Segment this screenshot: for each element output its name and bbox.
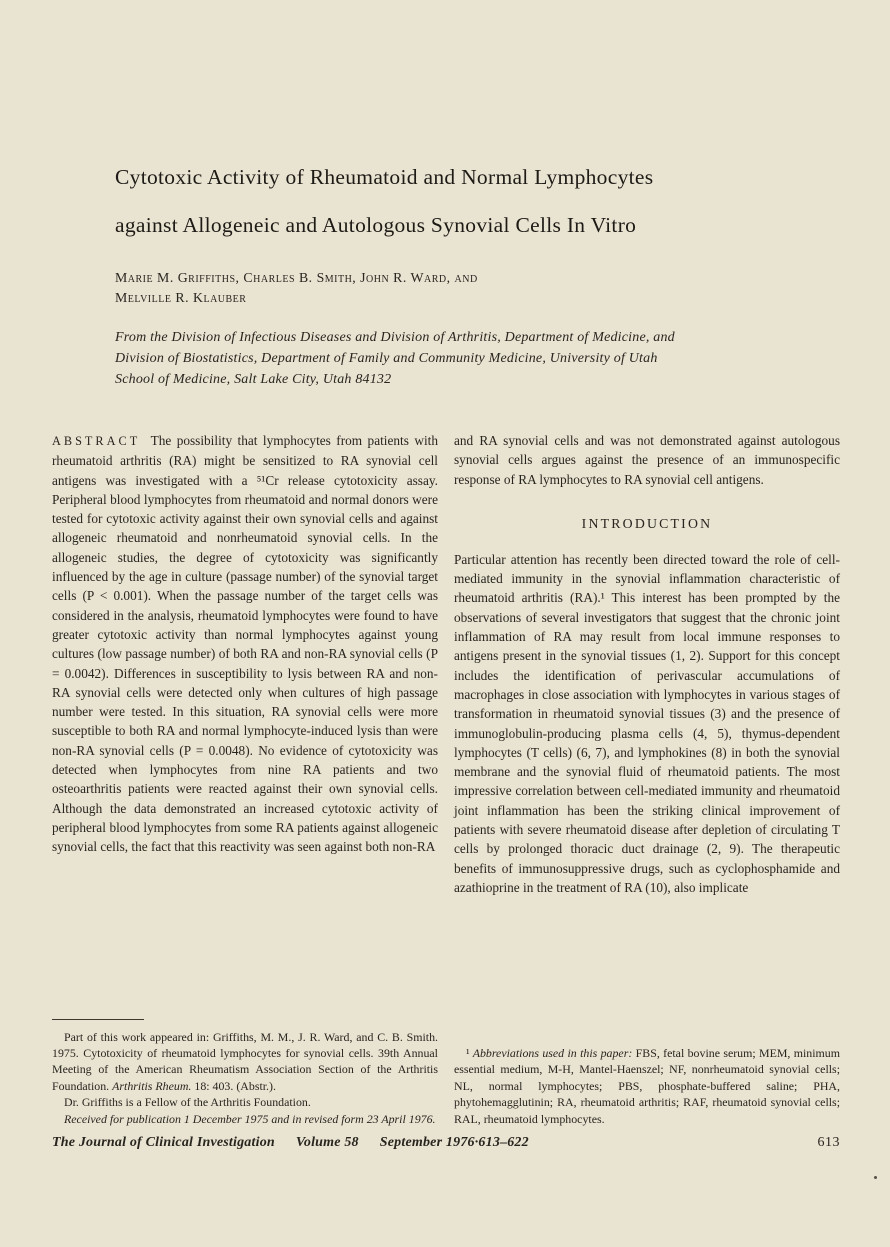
abbreviations-footnote-block	[454, 1045, 840, 1127]
author-list	[115, 268, 787, 308]
affiliation: From the Division of Infectious Diseases and Division of Arthritis, Department of Medicine, and Division of Biostatistics, Department of Family and Community Medicine, University of Utah School of Medicine, Salt Lake City, Utah 84132	[115, 330, 675, 387]
authors-line2: Melville R. Klauber	[115, 290, 247, 305]
article-title-line1: Cytotoxic Activity of Rheumatoid and Normal Lymphocytes	[115, 165, 654, 189]
authors-line1: Marie M. Griffiths, Charles B. Smith, John R. Ward, and	[115, 270, 478, 285]
introduction-heading: INTRODUCTION	[581, 515, 713, 531]
footnote-citation-tail: 18: 403. (Abstr.).	[191, 1078, 276, 1093]
abbreviations-footnote	[454, 1045, 840, 1127]
article-title-line2: against Allogeneic and Autologous Synovial Cells In Vitro	[115, 213, 637, 237]
abstract-paragraph	[52, 431, 438, 857]
footnote-journal-ref: Arthritis Rheum.	[112, 1078, 192, 1093]
right-column	[454, 431, 840, 1127]
footnote-separator	[52, 1019, 144, 1020]
footnote-prior-publication-text: Part of this work appeared in: Griffiths, M. M., J. R. Ward, and C. B. Smith. 1975. Cytotoxicity of rheumatoid lymphocytes for synovial cells. 39th Annual Meeting of the American Rheumatism Association Section of the Arthritis Foundation.	[52, 1029, 438, 1093]
abbreviations-lead-in: Abbreviations used in this paper:	[469, 1045, 636, 1060]
abbreviations-list: FBS, fetal bovine serum; MEM, minimum essential medium, M-H, Mantel-Haenszel; NF, nonrheumatoid synovial cells; NL, normal lymphocytes; PBS, phosphate-buffered saline; PHA, phytohemagglutinin; RA, rheumatoid arthritis; RAF, rheumatoid synovial cells; RAL, rheumatoid lymphocytes.	[454, 1045, 840, 1126]
footnote-prior-publication	[52, 1029, 438, 1095]
article-header	[115, 166, 787, 390]
page-number: 613	[817, 1135, 840, 1150]
two-column-body	[52, 431, 840, 1127]
abstract-text: The possibility that lymphocytes from patients with rheumatoid arthritis (RA) might be sensitized to RA synovial cell antigens was investigated with a ⁵¹Cr release cytotoxicity assay. Peripheral blood lymphocytes from rheumatoid and normal donors were tested for cytotoxic activity against their own synovial cells and against allogeneic rheumatoid and nonrheumatoid synovial cells. In the allogeneic studies, the degree of cytotoxicity was significantly influenced by the age in culture (passage number) of the synovial target cells (P < 0.001). When the passage number of the target cells was considered in the analysis, rheumatoid lymphocytes were found to have greater cytotoxic activity than normal lymphocytes against young cultures (low passage number) of both RA and non-RA synovial cells (P = 0.0042). Differences in susceptibility to lysis between RA and non-RA synovial cells were detected only when cultures of high passage number were tested. In this situation, RA synovial cells were more susceptible to both RA and normal lymphocyte-induced lysis than were non-RA synovial cells (P = 0.0048). No evidence of cytotoxicity was detected when lymphocytes from nine RA patients and two osteoarthritis patients were reacted against their own synovial cells. Although the data demonstrated an increased cytotoxic activity of peripheral blood lymphocytes from some RA patients against allogeneic synovial cells, the fact that this reactivity was seen against both non-RA	[52, 433, 438, 855]
footnote-received-date: Received for publication 1 December 1975 and in revised form 23 April 1976.	[64, 1111, 436, 1126]
print-artifact-dot	[874, 1176, 877, 1179]
volume-label: Volume 58	[295, 1135, 359, 1150]
issue-date-pages: September 1976·613–622	[379, 1135, 529, 1150]
journal-name: The Journal of Clinical Investigation	[52, 1135, 275, 1150]
left-footnote-block	[52, 1019, 438, 1127]
journal-footer-line	[52, 1133, 546, 1151]
footnote-fellowship: Dr. Griffiths is a Fellow of the Arthritis Foundation.	[64, 1095, 311, 1110]
footnote-marker: ¹	[466, 1045, 470, 1060]
page-footer	[52, 1133, 840, 1151]
abstract-label: ABSTRACT	[52, 434, 141, 448]
abstract-continuation: and RA synovial cells and was not demonstrated against autologous synovial cells argues against the presence of an immunospecific response of RA lymphocytes to RA synovial cell antigens.	[454, 433, 840, 487]
introduction-paragraph: Particular attention has recently been directed toward the role of cell-mediated immunity in the synovial inflammation characteristic of rheumatoid arthritis (RA).¹ This interest has been prompted by the observations of several investigators that suggest that the chronic joint inflammation of RA may result from local immune responses to antigens present in the synovial tissues (1, 2). Support for this concept includes the identification of perivascular accumulations of macrophages in close association with lymphocytes in various stages of transformation in rheumatoid synovial tissues (3) and the presence of immunoglobulin-producing plasma cells (4, 5), thymus-dependent lymphocytes (T cells) (6, 7), and lymphokines (8) in both the synovial membrane and the synovial fluid of rheumatoid patients. The most impressive correlation between cell-mediated immunity and rheumatoid joint inflammation has been the striking clinical improvement of patients with severe rheumatoid disease after depletion of circulating T cells by prolonged thoracic duct drainage (2, 9). The therapeutic benefits of immunosuppressive drugs, such as cyclophosphamide and azathioprine in the treatment of RA (10), also implicate	[454, 551, 840, 895]
left-column	[52, 431, 438, 1127]
